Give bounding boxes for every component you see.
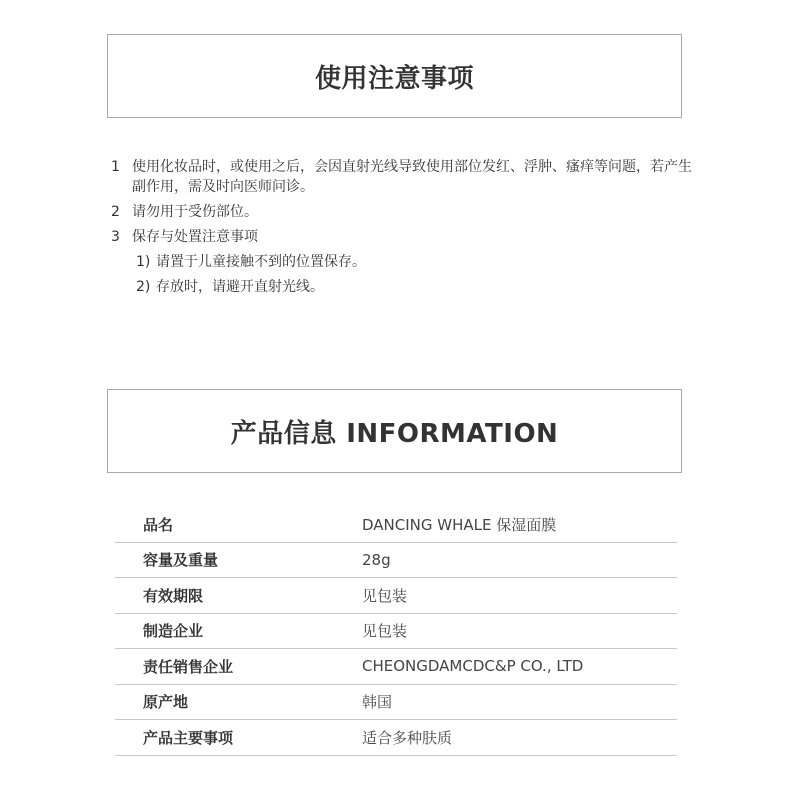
sub-note-item xyxy=(111,277,701,297)
row-value: 28g xyxy=(353,542,677,578)
sub-note-item xyxy=(111,252,701,272)
table-row xyxy=(115,542,677,578)
product-info-table xyxy=(115,507,677,756)
row-label: 品名 xyxy=(115,507,353,542)
sub-note-text: 存放时，请避开直射光线。 xyxy=(156,279,324,295)
row-value: CHEONGDAMCDC&P CO., LTD xyxy=(353,649,677,685)
row-value: 见包装 xyxy=(353,578,677,614)
table-row xyxy=(115,507,677,542)
note-text: 使用化妆品时，或使用之后，会因直射光线导致使用部位发红、浮肿、瘙痒等问题，若产生副作用，需及时向医师问诊。 xyxy=(132,159,692,195)
sub-note-number: 1) xyxy=(136,254,151,270)
sub-note-number: 2) xyxy=(136,279,151,295)
row-value: 适合多种肤质 xyxy=(353,720,677,756)
table-row xyxy=(115,613,677,649)
note-number: 1 xyxy=(111,159,120,175)
row-value: 韩国 xyxy=(353,684,677,720)
note-number: 3 xyxy=(111,229,120,245)
row-label: 产品主要事项 xyxy=(115,720,353,756)
table-row xyxy=(115,720,677,756)
table-row xyxy=(115,578,677,614)
row-value: DANCING WHALE 保湿面膜 xyxy=(353,507,677,542)
note-number: 2 xyxy=(111,204,120,220)
usage-notes-title-box xyxy=(107,34,682,118)
table-row xyxy=(115,649,677,685)
row-label: 责任销售企业 xyxy=(115,649,353,685)
note-text: 保存与处置注意事项 xyxy=(132,229,258,245)
row-label: 容量及重量 xyxy=(115,542,353,578)
row-label: 有效期限 xyxy=(115,578,353,614)
row-label: 原产地 xyxy=(115,684,353,720)
note-item xyxy=(111,227,701,247)
note-item xyxy=(111,202,701,222)
note-item xyxy=(111,157,701,197)
product-info-title-box xyxy=(107,389,682,473)
row-label: 制造企业 xyxy=(115,613,353,649)
note-text: 请勿用于受伤部位。 xyxy=(132,204,258,220)
table-row xyxy=(115,684,677,720)
usage-notes-list xyxy=(111,157,701,302)
usage-notes-title: 使用注意事项 xyxy=(314,63,474,94)
product-info-title: 产品信息 INFORMATION xyxy=(230,418,559,449)
sub-note-text: 请置于儿童接触不到的位置保存。 xyxy=(156,254,366,270)
row-value: 见包装 xyxy=(353,613,677,649)
